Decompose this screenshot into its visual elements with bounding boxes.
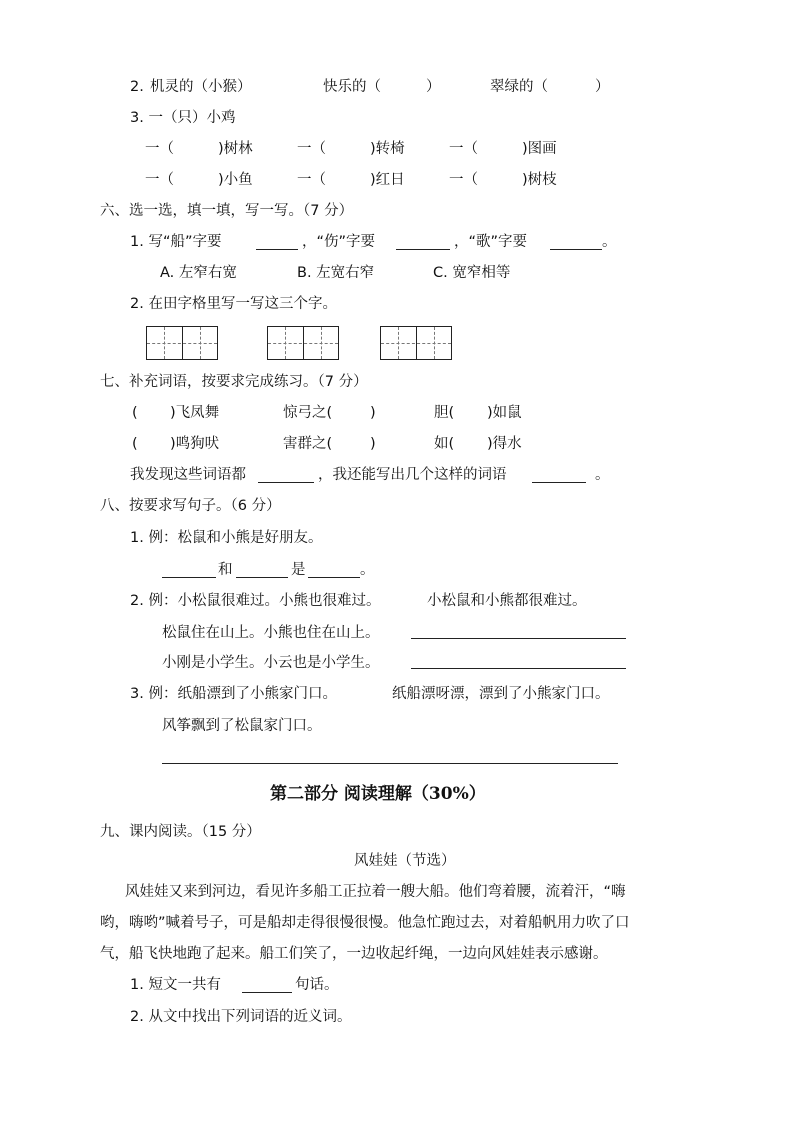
q9-1-text-b: 句话。 — [295, 977, 339, 993]
part-2-heading: 第二部分 阅读理解（30%） — [270, 784, 486, 804]
q8-1-example: 1. 例：松鼠和小熊是好朋友。 — [130, 530, 323, 546]
q6-option-c: C. 宽窄相等 — [433, 265, 511, 281]
q6-1-blank-3[interactable] — [550, 235, 602, 250]
q6-1-blank-1[interactable] — [256, 235, 298, 250]
q7-r2-c-rest: )得水 — [487, 436, 522, 452]
q8-1-end: 。 — [360, 562, 375, 578]
q5-3-r2-a: 一（ — [145, 172, 174, 188]
tianzige-box-1[interactable] — [146, 326, 218, 360]
q8-3-sentence-1: 风筝飘到了松鼠家门口。 — [162, 718, 322, 734]
q9-2-text: 2. 从文中找出下列词语的近义词。 — [130, 1009, 352, 1025]
q5-2-item-b: 快乐的（ — [323, 79, 381, 95]
q8-1-is: 是 — [291, 562, 306, 578]
q5-3-r2-a2: )小鱼 — [218, 172, 253, 188]
q8-1-and: 和 — [218, 562, 233, 578]
q8-2-sentence-1: 松鼠住在山上。小熊也住在山上。 — [162, 625, 380, 641]
section-8-title: 八、按要求写句子。（6 分） — [100, 498, 281, 514]
q5-3-r2-b2: )红日 — [370, 172, 405, 188]
passage-line-1: 风娃娃又来到河边，看见许多船工正拉着一艘大船。他们弯着腰，流着汗，“嗨 — [125, 884, 626, 900]
q9-1-blank[interactable] — [242, 978, 292, 993]
q7-r2-a-open: ( — [132, 436, 138, 452]
q8-2-sentence-2: 小刚是小学生。小云也是小学生。 — [162, 655, 380, 671]
q7-line-b: ，我还能写出几个这样的词语 — [318, 467, 507, 483]
q7-blank-2[interactable] — [532, 468, 586, 483]
q5-2-number: 2. — [130, 79, 144, 95]
q6-1-text-d: 。 — [602, 234, 617, 250]
q7-blank-1[interactable] — [258, 468, 314, 483]
q7-r2-a-rest: )鸣狗吠 — [170, 436, 220, 452]
q7-line-c: 。 — [595, 467, 610, 483]
q7-r1-c: 胆( — [434, 405, 455, 421]
q5-3-r1-b: 一（ — [297, 141, 326, 157]
q7-r2-c: 如( — [434, 436, 455, 452]
q5-3-r2-c2: )树枝 — [522, 172, 557, 188]
passage-title: 风娃娃（节选） — [354, 853, 456, 869]
q5-2-item-b-close: ） — [426, 79, 441, 95]
section-6-title: 六、选一选，填一填，写一写。（7 分） — [100, 203, 354, 219]
passage-line-3: 气，船飞快地跑了起来。船工们笑了，一边收起纤绳，一边向风娃娃表示感谢。 — [100, 946, 608, 962]
q8-3-example-answer: 纸船漂呀漂，漂到了小熊家门口。 — [392, 686, 610, 702]
q6-1-text-c: ，“歌”字要 — [454, 234, 528, 250]
section-9-title: 九、课内阅读。（15 分） — [100, 824, 261, 840]
q8-3-example: 3. 例：纸船漂到了小熊家门口。 — [130, 686, 337, 702]
q6-1-blank-2[interactable] — [396, 235, 450, 250]
q7-r2-b-close: ) — [370, 436, 376, 452]
q7-r1-a-rest: )飞凤舞 — [170, 405, 220, 421]
q8-2-answer-line-1[interactable] — [411, 624, 626, 639]
q8-1-blank-3[interactable] — [308, 563, 360, 578]
q5-2-item-a: 机灵的（小猴） — [150, 79, 252, 95]
q6-option-b: B. 左宽右窄 — [297, 265, 375, 281]
section-7-title: 七、补充词语，按要求完成练习。（7 分） — [100, 374, 368, 390]
q8-3-answer-line[interactable] — [162, 763, 618, 764]
tianzige-box-2[interactable] — [267, 326, 339, 360]
q5-3-r1-a2: )树林 — [218, 141, 253, 157]
q5-3-r2-b: 一（ — [297, 172, 326, 188]
q5-2-item-c-close: ） — [595, 79, 610, 95]
q7-r1-b-close: ) — [370, 405, 376, 421]
q5-3-r1-a: 一（ — [145, 141, 174, 157]
q7-r2-b: 害群之( — [283, 436, 333, 452]
q7-r1-a-open: ( — [132, 405, 138, 421]
q8-1-blank-1[interactable] — [162, 563, 216, 578]
q6-1-text-b: ，“伤”字要 — [302, 234, 376, 250]
q7-r1-c-rest: )如鼠 — [487, 405, 522, 421]
tianzige-box-3[interactable] — [380, 326, 452, 360]
q8-2-answer-line-2[interactable] — [411, 654, 626, 669]
q8-2-example: 2. 例：小松鼠很难过。小熊也很难过。 — [130, 593, 381, 609]
q7-r1-b: 惊弓之( — [283, 405, 333, 421]
q5-3-title: 3. 一（只）小鸡 — [130, 110, 236, 126]
q6-1-text-a: 1. 写“船”字要 — [130, 234, 222, 250]
passage-line-2: 哟，嗨哟”喊着号子，可是船却走得很慢很慢。他急忙跑过去，对着船帆用力吹了口 — [100, 915, 630, 931]
q6-2-text: 2. 在田字格里写一写这三个字。 — [130, 296, 337, 312]
q8-2-example-answer: 小松鼠和小熊都很难过。 — [427, 593, 587, 609]
q8-1-blank-2[interactable] — [236, 563, 288, 578]
q7-line-a: 我发现这些词语都 — [130, 467, 246, 483]
q5-3-r2-c: 一（ — [449, 172, 478, 188]
q6-option-a: A. 左窄右宽 — [160, 265, 237, 281]
q5-2-item-c: 翠绿的（ — [490, 79, 548, 95]
q9-1-text-a: 1. 短文一共有 — [130, 977, 221, 993]
q5-3-r1-c2: )图画 — [522, 141, 557, 157]
q5-3-r1-c: 一（ — [449, 141, 478, 157]
q5-3-r1-b2: )转椅 — [370, 141, 405, 157]
